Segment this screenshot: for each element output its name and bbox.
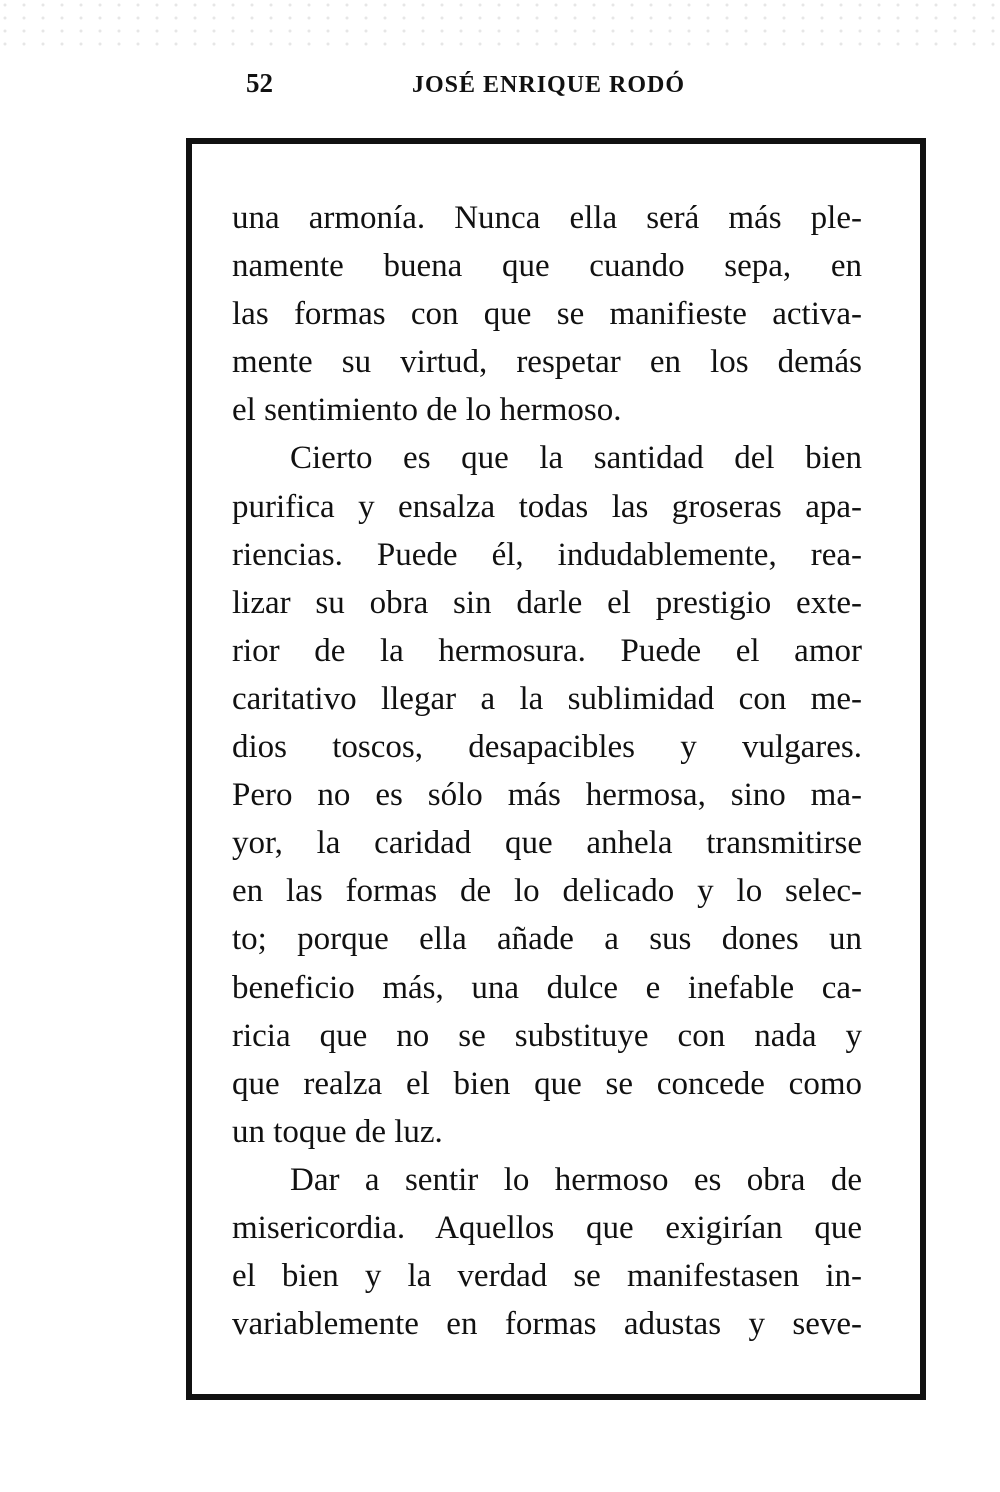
running-head — [0, 64, 1000, 104]
text-line: lizar su obra sin darle el prestigio exte- — [232, 584, 862, 621]
text-line: el bien y la verdad se manifestasen in- — [232, 1258, 862, 1295]
text-line: Pero no es sólo más hermosa, sino ma- — [232, 777, 862, 814]
text-line: to; porque ella añade a sus dones un — [232, 921, 862, 958]
text-line: beneficio más, una dulce e inefable ca- — [232, 969, 862, 1006]
body-text — [232, 194, 862, 1348]
text-line: riencias. Puede él, indudablemente, rea- — [232, 536, 862, 573]
text-line: namente buena que cuando sepa, en — [232, 248, 862, 285]
running-title: JOSÉ ENRIQUE RODÓ — [412, 72, 686, 98]
text-line: variablemente en formas adustas y seve- — [232, 1306, 862, 1343]
text-line: yor, la caridad que anhela transmitirse — [232, 825, 862, 862]
text-line: mente su virtud, respetar en los demás — [232, 344, 862, 381]
text-line: las formas con que se manifieste activa- — [232, 296, 862, 333]
text-line: rior de la hermosura. Puede el amor — [232, 632, 862, 669]
scan-top-noise — [0, 0, 1000, 50]
text-line: en las formas de lo delicado y lo selec- — [232, 873, 862, 910]
text-line: purifica y ensalza todas las groseras apa- — [232, 488, 862, 525]
paragraph-start-line: Dar a sentir lo hermoso es obra de — [290, 1161, 862, 1198]
scan-edge-noise — [0, 0, 60, 1492]
text-line: ricia que no se substituye con nada y — [232, 1017, 862, 1054]
text-line: que realza el bien que se concede como — [232, 1065, 862, 1102]
text-line: caritativo llegar a la sublimidad con me- — [232, 680, 862, 717]
text-line: un toque de luz. — [232, 1113, 443, 1150]
paragraph-start-line: Cierto es que la santidad del bien — [290, 440, 862, 477]
text-line: misericordia. Aquellos que exigirían que — [232, 1209, 862, 1246]
text-line: dios toscos, desapacibles y vulgares. — [232, 729, 862, 766]
text-line: una armonía. Nunca ella será más ple- — [232, 200, 862, 236]
text-line: el sentimiento de lo hermoso. — [232, 392, 622, 429]
page-number: 52 — [246, 68, 273, 98]
